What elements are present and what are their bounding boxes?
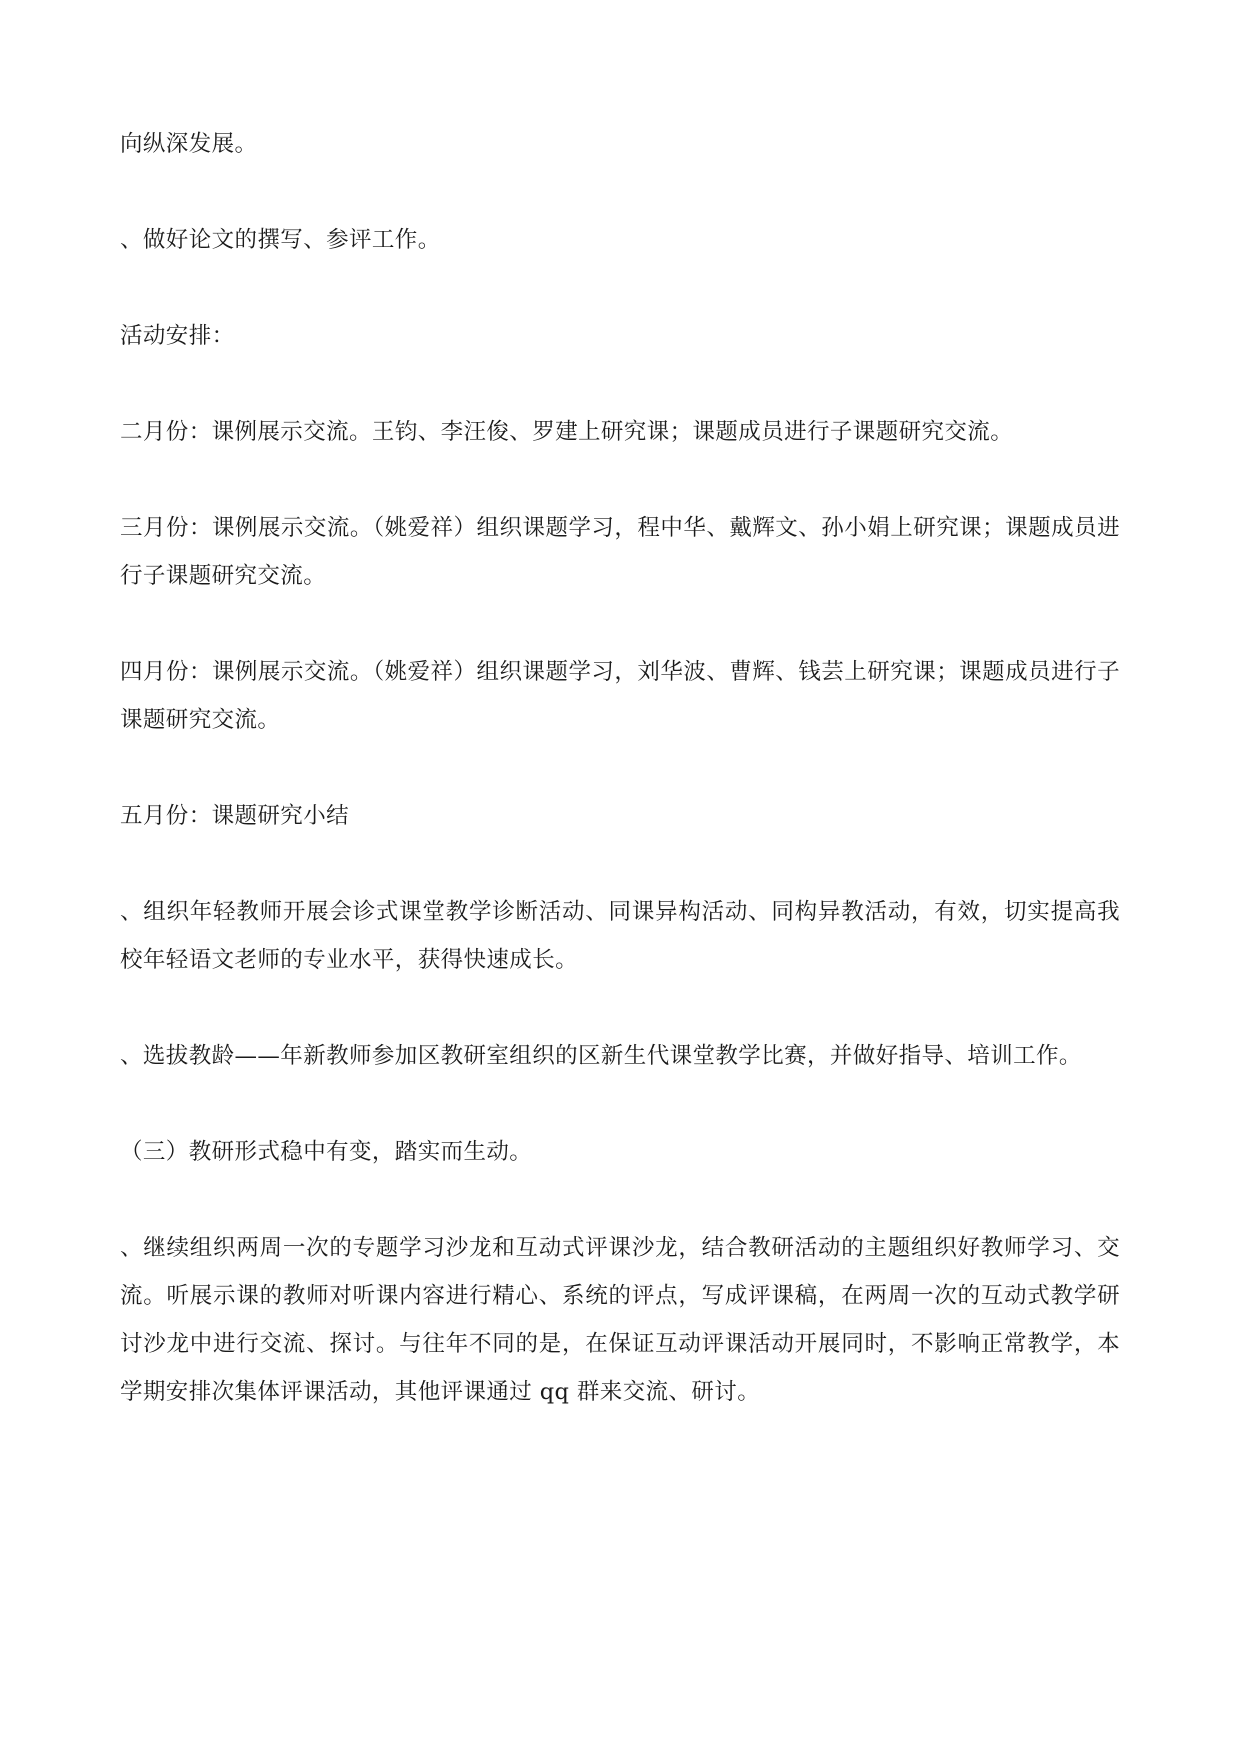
paragraph-march: 三月份：课例展示交流。（姚爱祥）组织课题学习，程中华、戴辉文、孙小娟上研究课；课题成员进行子课题研究交流。 bbox=[120, 515, 1120, 589]
paragraph-salon: 、继续组织两周一次的专题学习沙龙和互动式评课沙龙，结合教研活动的主题组织好教师学习、交流。听展示课的教师对听课内容进行精心、系统的评点，写成评课稿，在两周一次的互动式教学研讨沙龙中进行交流、探讨。与往年不同的是，在保证互动评课活动开展同时，不影响正常教学，本学期安排次集体评课活动，其他评课通过 qq 群来交流、研讨。 bbox=[120, 1235, 1120, 1405]
paragraph-may: 五月份：课题研究小结 bbox=[120, 803, 350, 829]
paragraph-competition: 、选拔教龄——年新教师参加区教研室组织的区新生代课堂教学比赛，并做好指导、培训工作。 bbox=[120, 1043, 1082, 1069]
paragraph-april: 四月份：课例展示交流。（姚爱祥）组织课题学习，刘华波、曹辉、钱芸上研究课；课题成员进行子课题研究交流。 bbox=[120, 659, 1120, 733]
paragraph-continuation: 向纵深发展。 bbox=[120, 131, 258, 157]
paragraph-february: 二月份：课例展示交流。王钧、李汪俊、罗建上研究课；课题成员进行子课题研究交流。 bbox=[120, 419, 1014, 445]
paragraph-young-teachers: 、组织年轻教师开展会诊式课堂教学诊断活动、同课异构活动、同构异教活动，有效，切实提高我校年轻语文老师的专业水平，获得快速成长。 bbox=[120, 899, 1120, 973]
paragraph-paper-writing: 、做好论文的撰写、参评工作。 bbox=[120, 227, 441, 253]
paragraph-section-three-heading: （三）教研形式稳中有变，踏实而生动。 bbox=[120, 1139, 533, 1165]
paragraph-activity-heading: 活动安排： bbox=[120, 323, 235, 349]
document-body bbox=[120, 120, 1120, 1416]
